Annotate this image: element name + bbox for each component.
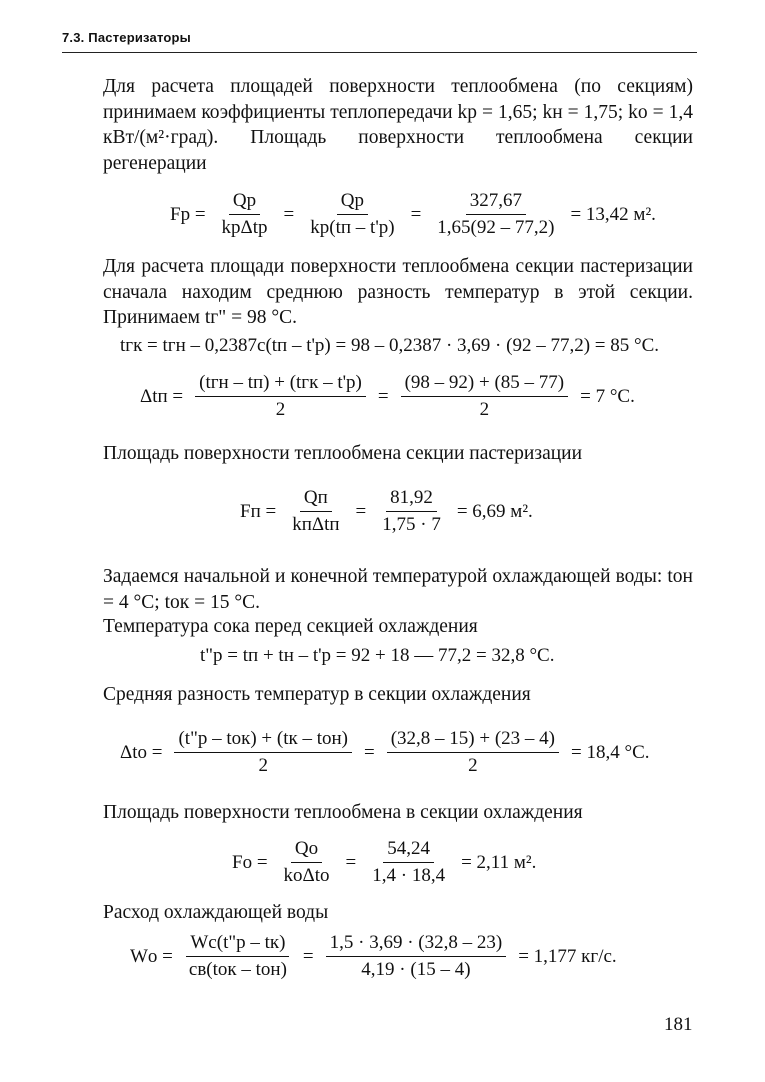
paragraph-coefficients: Для расчета площадей поверхности теплообмена (по секциям) принимаем коэффициенты теплопередачи kр = 1,65; kн = 1,75; kо = 1,4 кВт/(м²·град). Площадь поверхности теплообмена секции регенерации <box>103 76 693 174</box>
numerator: Qр <box>337 190 368 215</box>
denominator: 4,19 · (15 – 4) <box>361 959 471 980</box>
fraction <box>326 932 507 981</box>
equation-pasteurization-area <box>240 487 539 536</box>
equation-delta-tp <box>140 372 641 421</box>
equals-sign: = <box>377 385 389 407</box>
equals-sign: = <box>345 851 357 873</box>
numerator: Wc(t"р – tк) <box>186 932 289 957</box>
numerator: (tгн – tп) + (tгк – t'р) <box>195 372 366 397</box>
eq-lhs: Fр = <box>170 203 206 225</box>
equation-regeneration-area <box>170 190 662 239</box>
equals-sign: = <box>364 741 375 763</box>
paragraph-juice-temp: Температура сока перед секцией охлаждения <box>103 616 478 637</box>
denominator: cв(tок – tон) <box>188 959 287 980</box>
eq-result: = 13,42 м². <box>570 203 656 225</box>
paragraph-cooling-water-temps: Задаемся начальной и конечной температурой охлаждающей воды: tон = 4 °С; tок = 15 °С. <box>103 566 693 613</box>
numerator: (t"р – tок) + (tк – tон) <box>174 728 352 753</box>
denominator: 2 <box>275 399 286 420</box>
fraction <box>368 838 449 887</box>
equals-sign: = <box>302 945 314 967</box>
fraction <box>174 728 352 777</box>
eq-lhs: Fп = <box>240 500 277 522</box>
equation-water-flow <box>130 932 623 981</box>
fraction <box>195 372 366 421</box>
fraction <box>280 838 334 887</box>
fraction <box>433 190 558 239</box>
eq-lhs: Fо = <box>232 851 268 873</box>
numerator: 54,24 <box>383 838 434 863</box>
numerator: 1,5 · 3,69 · (32,8 – 23) <box>326 932 507 957</box>
paragraph-cooling-area: Площадь поверхности теплообмена в секции охлаждения <box>103 802 583 823</box>
denominator: kр(tп – t'р) <box>310 217 395 238</box>
header-rule <box>62 52 697 53</box>
denominator: kпΔtп <box>292 514 340 535</box>
paragraph-pasteurization-area: Площадь поверхности теплообмена секции пастеризации <box>103 443 583 464</box>
denominator: 2 <box>258 755 268 776</box>
equals-sign: = <box>410 203 422 225</box>
page-number: 181 <box>664 1014 693 1035</box>
paragraph-pasteurization-intro: Для расчета площади поверхности теплообмена секции пастеризации сначала находим среднюю разность температур в этой секции. Принимаем tг" = 98 °С. <box>103 256 693 328</box>
fraction <box>288 487 343 536</box>
equation-tgk: tгк = tгн – 0,2387c(tп – t'р) = 98 – 0,2387 · 3,69 · (92 – 77,2) = 85 °С. <box>120 335 660 356</box>
eq-result: = 18,4 °С. <box>571 741 650 763</box>
fraction <box>185 932 291 981</box>
denominator: 1,75 · 7 <box>382 514 441 535</box>
numerator: (32,8 – 15) + (23 – 4) <box>387 728 559 753</box>
denominator: 1,4 · 18,4 <box>372 865 446 886</box>
eq-result: = 6,69 м². <box>456 500 533 522</box>
numerator: Qр <box>229 190 260 215</box>
equation-cooling-area <box>232 838 542 887</box>
equals-sign: = <box>355 500 367 522</box>
numerator: 81,92 <box>386 487 437 512</box>
numerator: (98 – 92) + (85 – 77) <box>401 372 569 397</box>
eq-result: = 1,177 кг/с. <box>518 945 617 967</box>
equation-tr: t"р = tп + tн – t'р = 92 + 18 — 77,2 = 32,8 °С. <box>200 645 555 666</box>
numerator: Qп <box>300 487 332 512</box>
paragraph-water-flow: Расход охлаждающей воды <box>103 902 329 923</box>
denominator: 2 <box>468 755 478 776</box>
eq-lhs: Wо = <box>130 945 173 967</box>
fraction <box>218 190 272 239</box>
paragraph-cooling-mean-diff: Средняя разность температур в секции охлаждения <box>103 684 531 705</box>
fraction <box>401 372 569 421</box>
denominator: 1,65(92 – 77,2) <box>437 217 555 238</box>
equation-delta-to <box>120 728 656 777</box>
equals-sign: = <box>283 203 295 225</box>
denominator: kоΔtо <box>283 865 330 886</box>
eq-result: = 7 °С. <box>580 385 635 407</box>
denominator: kрΔtр <box>221 217 268 238</box>
eq-lhs: Δtп = <box>140 385 184 407</box>
running-header: 7.3. Пастеризаторы <box>62 30 191 45</box>
eq-result: = 2,11 м². <box>461 851 537 873</box>
fraction <box>387 728 559 777</box>
eq-lhs: Δtо = <box>120 741 163 763</box>
fraction <box>306 190 398 239</box>
numerator: Qо <box>291 838 322 863</box>
fraction <box>378 487 445 536</box>
numerator: 327,67 <box>466 190 526 215</box>
denominator: 2 <box>479 399 490 420</box>
